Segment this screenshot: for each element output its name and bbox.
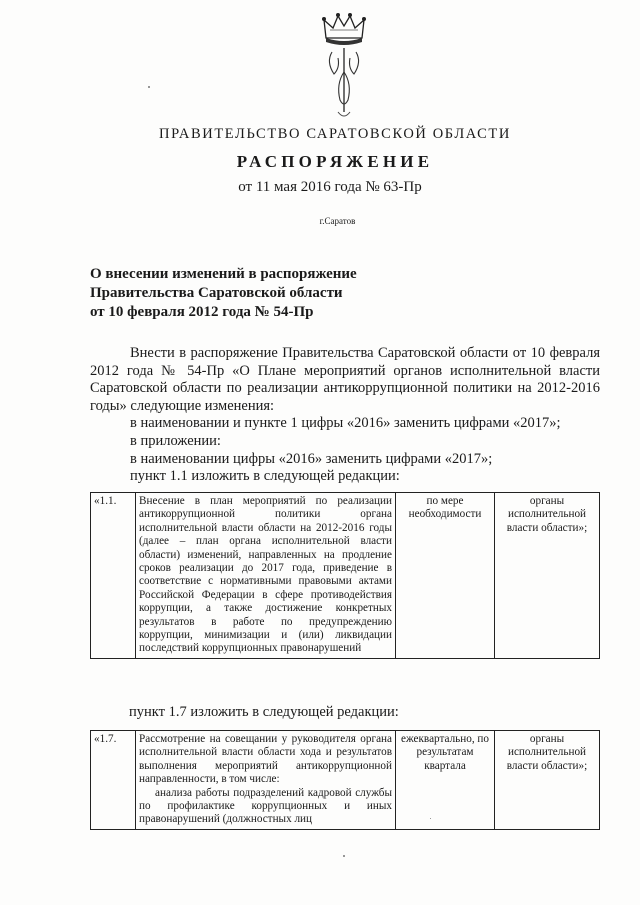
item-text-main: Рассмотрение на совещании у руководителя органа исполнительной власти области хода и результатов выполнения мероприятий антикоррупционной направленности, в том числе: <box>139 733 392 786</box>
document-date-number: от 11 мая 2016 года № 63-Пр <box>238 179 422 195</box>
subject-line: О внесении изменений в распоряжение <box>90 266 357 282</box>
document-type: РАСПОРЯЖЕНИЕ <box>236 152 434 171</box>
item-term: ежеквартально, по результатам квартала <box>396 731 495 830</box>
change-item: пункт 1.1 изложить в следующей редакции: <box>130 468 400 485</box>
item-text-sub: анализа работы подразделений кадровой службы по профилактике коррупционных и иных правонарушений (должностных лиц <box>139 786 392 826</box>
subject-line: от 10 февраля 2012 года № 54-Пр <box>90 304 314 320</box>
table-row <box>91 493 600 659</box>
scan-speck <box>343 855 345 857</box>
document-city: г.Саратов <box>319 216 356 226</box>
item-text: Внесение в план мероприятий по реализации антикоррупционной политики органа исполнительной власти области на 2012-2016 годы (далее – план органа исполнительной власти области) изменений, направленных на продление сроков реализации до 2017 года, приведение в соответствие с нормативными правовыми актами Российской Федерации в сфере противодействия коррупции, а также достижение конкретных результатов в работе по предупреждению коррупции, минимизации и (или) ликвидации последствий коррупционных правонарушений <box>136 493 396 659</box>
intro-paragraph: Внести в распоряжение Правительства Саратовской области от 10 февраля 2012 года № 54-Пр «О Плане мероприятий органов исполнительной власти Саратовской области по реализации антикоррупционной политики на 2012-2016 годы» следующие изменения: <box>90 345 600 414</box>
amendment-table-1 <box>90 492 596 659</box>
scan-speck <box>148 86 150 88</box>
government-name: ПРАВИТЕЛЬСТВО САРАТОВСКОЙ ОБЛАСТИ <box>159 126 511 142</box>
document-subject <box>90 265 357 322</box>
change-item: в приложении: <box>130 432 221 449</box>
item-executor: органы исполнительной власти области»; <box>495 493 600 659</box>
amendment-table-2 <box>90 730 596 830</box>
change-item: в наименовании цифры «2016» заменить цифрами «2017»; <box>130 450 493 467</box>
change-item: в наименовании и пункте 1 цифры «2016» заменить цифрами «2017»; <box>130 415 561 432</box>
table-row <box>91 731 600 830</box>
item-number: «1.7. <box>91 731 136 830</box>
item-executor: органы исполнительной власти области»; <box>495 731 600 830</box>
item-text <box>136 731 396 830</box>
scan-speck <box>430 818 431 819</box>
item-number: «1.1. <box>91 493 136 659</box>
item-term: по мере необходимости <box>396 493 495 659</box>
subject-line: Правительства Саратовской области <box>90 285 343 301</box>
coat-of-arms-icon <box>318 12 370 122</box>
change-item: пункт 1.7 изложить в следующей редакции: <box>129 704 399 720</box>
document-body <box>90 345 600 486</box>
